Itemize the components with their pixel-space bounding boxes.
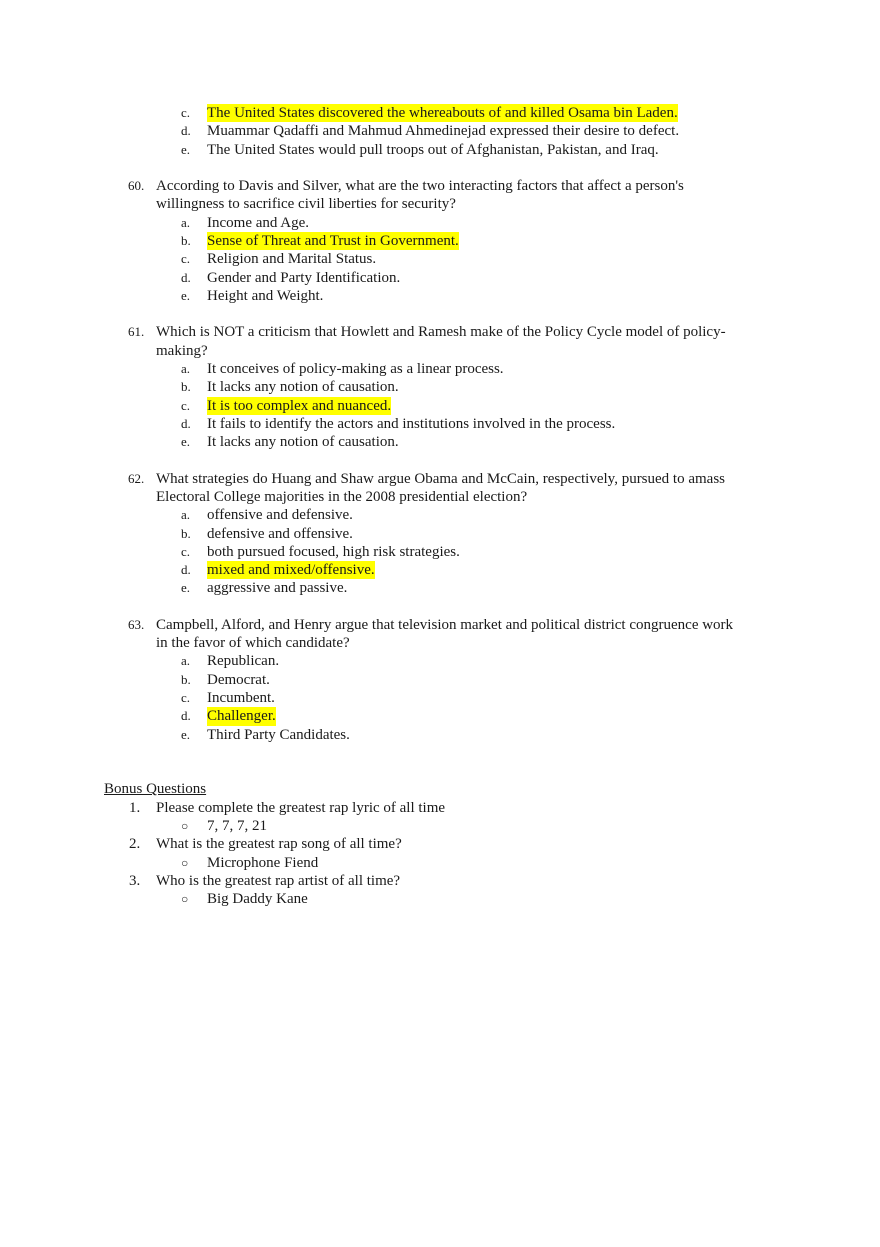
option-row — [0, 232, 880, 250]
option-row — [0, 525, 880, 543]
question-text: willingness to sacrifice civil liberties for security? — [156, 196, 456, 213]
question-line — [0, 323, 880, 341]
question-line — [0, 470, 880, 488]
option-text: aggressive and passive. — [207, 580, 348, 597]
option-text: Republican. — [207, 653, 280, 670]
question-text: According to Davis and Silver, what are the two interacting factors that affect a person's — [156, 178, 684, 195]
option-letter: d. — [181, 269, 191, 285]
bonus-question-line — [0, 799, 880, 817]
option-letter: c. — [181, 397, 191, 413]
option-text: Muammar Qadaffi and Mahmud Ahmedinejad expressed their desire to defect. — [207, 123, 680, 140]
question-line — [0, 634, 880, 652]
option-text: The United States would pull troops out of Afghanistan, Pakistan, and Iraq. — [207, 141, 659, 158]
option-text: Democrat. — [207, 671, 270, 688]
option-text: both pursued focused, high risk strategies. — [207, 543, 460, 560]
option-letter: e. — [181, 434, 191, 450]
bonus-number: 1. — [129, 799, 141, 816]
option-letter: b. — [181, 525, 191, 541]
question-61 — [0, 323, 880, 451]
option-row — [0, 561, 880, 579]
question-63 — [0, 616, 880, 744]
option-row — [0, 104, 880, 122]
option-row — [0, 360, 880, 378]
question-62 — [0, 470, 880, 598]
option-row — [0, 141, 880, 159]
question-line — [0, 195, 880, 213]
question-number: 61. — [128, 324, 145, 340]
option-row — [0, 579, 880, 597]
question-59-tail — [0, 104, 880, 159]
option-letter: a. — [181, 360, 191, 376]
option-row — [0, 433, 880, 451]
question-line — [0, 177, 880, 195]
option-row — [0, 726, 880, 744]
option-letter: a. — [181, 653, 191, 669]
option-row — [0, 397, 880, 415]
bonus-question: Who is the greatest rap artist of all time? — [156, 872, 401, 889]
option-row — [0, 287, 880, 305]
hollow-bullet-icon: ○ — [181, 818, 189, 833]
option-text: Incumbent. — [207, 690, 275, 707]
bonus-answer: Big Daddy Kane — [207, 891, 308, 908]
option-row — [0, 506, 880, 524]
option-letter: c. — [181, 690, 191, 706]
option-text: Religion and Marital Status. — [207, 251, 377, 268]
bonus-answer: Microphone Fiend — [207, 854, 319, 871]
option-row — [0, 652, 880, 670]
highlighted-answer: The United States discovered the whereabouts of and killed Osama bin Laden. — [207, 105, 678, 121]
option-text: It fails to identify the actors and institutions involved in the process. — [207, 415, 616, 432]
question-line — [0, 488, 880, 506]
highlighted-answer: Challenger. — [207, 708, 276, 725]
option-row — [0, 250, 880, 268]
spacer — [0, 451, 880, 469]
bonus-question-line — [0, 872, 880, 890]
bonus-answer-line — [0, 890, 880, 908]
option-letter: c. — [181, 105, 191, 120]
question-text: Electoral College majorities in the 2008 presidential election? — [156, 488, 528, 505]
bonus-title-line — [0, 780, 880, 798]
bonus-section — [0, 780, 880, 908]
option-text: It lacks any notion of causation. — [207, 379, 399, 396]
option-letter: d. — [181, 708, 191, 724]
option-row — [0, 707, 880, 725]
document-content — [0, 104, 880, 908]
option-letter: d. — [181, 123, 191, 139]
option-text: Gender and Party Identification. — [207, 269, 401, 286]
question-line — [0, 616, 880, 634]
option-row — [0, 689, 880, 707]
option-letter: a. — [181, 214, 191, 230]
spacer — [0, 598, 880, 616]
option-row — [0, 378, 880, 396]
option-letter: c. — [181, 251, 191, 267]
bonus-question-line — [0, 835, 880, 853]
highlighted-answer: It is too complex and nuanced. — [207, 397, 392, 414]
question-text: Campbell, Alford, and Henry argue that television market and political district congruence work — [156, 616, 734, 633]
bonus-question: What is the greatest rap song of all time? — [156, 836, 402, 853]
highlighted-answer: mixed and mixed/offensive. — [207, 562, 375, 579]
option-text: defensive and offensive. — [207, 525, 353, 542]
option-letter: e. — [181, 580, 191, 596]
bonus-number: 2. — [129, 836, 141, 853]
option-text: Height and Weight. — [207, 287, 324, 304]
bonus-title: Bonus Questions — [104, 781, 207, 798]
option-text: offensive and defensive. — [207, 507, 353, 524]
option-letter: b. — [181, 379, 191, 395]
option-letter: e. — [181, 287, 191, 303]
option-row — [0, 122, 880, 140]
bonus-answer-line — [0, 854, 880, 872]
option-letter: d. — [181, 562, 191, 578]
spacer — [0, 762, 880, 780]
question-text: making? — [156, 342, 208, 359]
question-number: 60. — [128, 178, 145, 194]
option-row — [0, 543, 880, 561]
option-letter: d. — [181, 415, 191, 431]
option-text: Third Party Candidates. — [207, 726, 350, 743]
question-number: 62. — [128, 470, 145, 486]
option-row — [0, 214, 880, 232]
option-row — [0, 671, 880, 689]
bonus-answer-line — [0, 817, 880, 835]
question-number: 63. — [128, 616, 145, 632]
question-60 — [0, 177, 880, 305]
question-text: Which is NOT a criticism that Howlett and Ramesh make of the Policy Cycle model of policy- — [156, 324, 726, 341]
option-letter: a. — [181, 507, 191, 523]
option-letter: b. — [181, 232, 191, 248]
bonus-answer: 7, 7, 7, 21 — [207, 817, 267, 834]
option-letter: e. — [181, 726, 191, 742]
spacer — [0, 744, 880, 762]
option-text: It lacks any notion of causation. — [207, 434, 399, 451]
question-text: in the favor of which candidate? — [156, 635, 350, 652]
highlighted-answer: Sense of Threat and Trust in Government. — [207, 232, 459, 249]
option-row — [0, 415, 880, 433]
option-letter: e. — [181, 141, 191, 157]
spacer — [0, 159, 880, 177]
hollow-bullet-icon: ○ — [181, 892, 189, 907]
option-row — [0, 269, 880, 287]
bonus-number: 3. — [129, 872, 141, 889]
question-line — [0, 342, 880, 360]
option-text: Income and Age. — [207, 214, 310, 231]
option-letter: c. — [181, 543, 191, 559]
bonus-question: Please complete the greatest rap lyric of all time — [156, 799, 446, 816]
option-letter: b. — [181, 671, 191, 687]
option-text: It conceives of policy-making as a linear process. — [207, 360, 504, 377]
question-text: What strategies do Huang and Shaw argue Obama and McCain, respectively, pursued to amass — [156, 470, 726, 487]
hollow-bullet-icon: ○ — [181, 855, 189, 870]
spacer — [0, 305, 880, 323]
